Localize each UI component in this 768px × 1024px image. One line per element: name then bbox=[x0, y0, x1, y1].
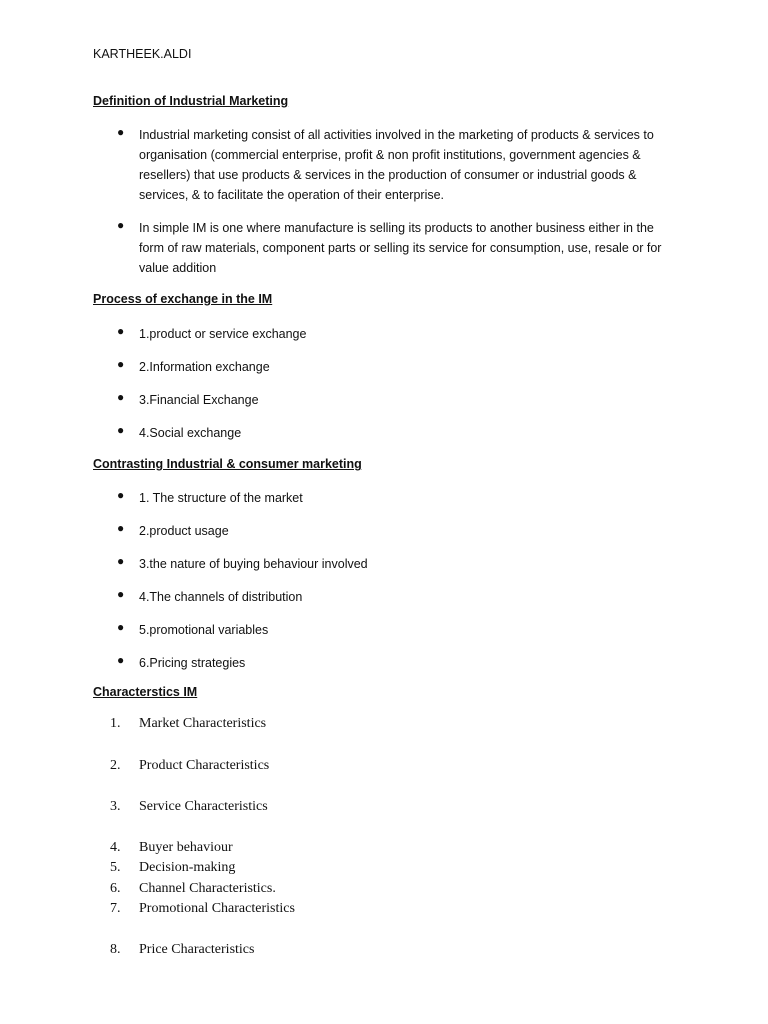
list-item bbox=[110, 901, 295, 917]
bullet-icon: ● bbox=[117, 521, 125, 535]
bullet-icon: ● bbox=[117, 554, 125, 568]
bullet-icon: ● bbox=[117, 587, 125, 601]
bullet-text: 2.product usage bbox=[139, 524, 229, 538]
heading-process: Process of exchange in the IM bbox=[93, 292, 273, 306]
list-item bbox=[110, 716, 266, 732]
list-text: Channel Characteristics. bbox=[139, 881, 276, 896]
bullet-icon: ● bbox=[117, 218, 125, 232]
bullet-text: 1. The structure of the market bbox=[139, 491, 303, 505]
list-text: Service Characteristics bbox=[139, 799, 268, 814]
list-text: Price Characteristics bbox=[139, 942, 255, 957]
bullet-text: 1.product or service exchange bbox=[139, 327, 307, 341]
list-number: 3. bbox=[110, 799, 121, 814]
list-item bbox=[110, 840, 233, 856]
list-item bbox=[110, 758, 269, 774]
heading-contrast: Contrasting Industrial & consumer marketing bbox=[93, 457, 362, 471]
author-name: KARTHEEK.ALDI bbox=[93, 47, 192, 61]
list-text: Product Characteristics bbox=[139, 758, 270, 773]
list-item bbox=[110, 942, 254, 958]
bullet-icon: ● bbox=[117, 324, 125, 338]
list-text: Buyer behaviour bbox=[139, 840, 233, 855]
list-text: Decision-making bbox=[139, 860, 236, 875]
bullet-text: Industrial marketing consist of all activities involved in the marketing of products & services to organisation (commercial enterprise, profit & non profit institutions, government agencies & resellers) that use products & services in the production of consumer or industrial goods & services, & to facilitate the operation of their enterprise. bbox=[139, 128, 654, 202]
list-number: 5. bbox=[110, 860, 121, 875]
bullet-text: In simple IM is one where manufacture is selling its products to another business either in the form of raw materials, component parts or selling its service for consumption, use, resale or for value addition bbox=[139, 221, 662, 275]
heading-definition: Definition of Industrial Marketing bbox=[93, 94, 289, 108]
bullet-text: 3.Financial Exchange bbox=[139, 393, 259, 407]
bullet-text: 4.Social exchange bbox=[139, 426, 242, 440]
bullet-icon: ● bbox=[117, 390, 125, 404]
bullet-text: 5.promotional variables bbox=[139, 623, 269, 637]
list-item bbox=[110, 799, 268, 815]
bullet-icon: ● bbox=[117, 620, 125, 634]
bullet-text: 2.Information exchange bbox=[139, 360, 270, 374]
bullet-text: 3.the nature of buying behaviour involved bbox=[139, 557, 368, 571]
bullet-text: 6.Pricing strategies bbox=[139, 656, 246, 670]
list-number: 6. bbox=[110, 881, 121, 896]
bullet-icon: ● bbox=[117, 423, 125, 437]
heading-characteristics: Characterstics IM bbox=[93, 685, 198, 699]
list-number: 7. bbox=[110, 901, 121, 916]
list-number: 8. bbox=[110, 942, 121, 957]
bullet-text: 4.The channels of distribution bbox=[139, 590, 303, 604]
bullet-icon: ● bbox=[117, 653, 125, 667]
bullet-icon: ● bbox=[117, 125, 125, 139]
list-text: Market Characteristics bbox=[139, 716, 267, 731]
list-number: 1. bbox=[110, 716, 121, 731]
list-number: 4. bbox=[110, 840, 121, 855]
list-number: 2. bbox=[110, 758, 121, 773]
list-item bbox=[110, 881, 276, 897]
bullet-icon: ● bbox=[117, 357, 125, 371]
bullet-icon: ● bbox=[117, 488, 125, 502]
list-item bbox=[110, 860, 235, 876]
list-text: Promotional Characteristics bbox=[139, 901, 295, 916]
